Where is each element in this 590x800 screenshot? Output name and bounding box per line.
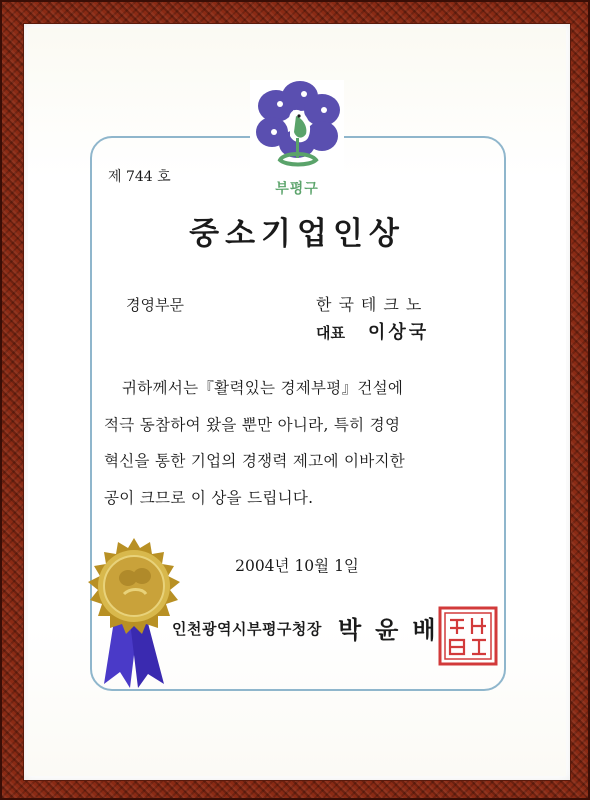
citation-line: 공이 크므로 이 상을 드립니다. [104, 488, 314, 507]
emblem-label: 부평구 [275, 181, 319, 197]
citation-text [104, 370, 496, 516]
award-category: 경영부문 [126, 296, 184, 314]
issuer-name: 박윤배 [338, 615, 450, 644]
citation-line: 적극 동참하여 왔을 뿐만 아니라, 특히 경영 [104, 415, 401, 434]
dove-flower-emblem-icon [250, 80, 344, 178]
citation-line: 혁신을 통한 기업의 경쟁력 제고에 이바지한 [104, 452, 406, 470]
district-emblem [250, 80, 344, 202]
certificate-paper [28, 28, 566, 776]
citation-line: 귀하께서는『활력있는 경제부평』건설에 [122, 379, 404, 397]
issuer-title: 인천광역시부평구청장 [172, 620, 322, 638]
representative-label: 대표 [316, 324, 345, 342]
red-seal-icon [438, 606, 498, 671]
certificate-number: 제 744 호 [108, 169, 171, 185]
gold-medal-icon [86, 538, 182, 693]
recipient-company: 한국테크노 [316, 295, 429, 314]
certificate-mat [24, 24, 570, 780]
representative-name: 이상국 [368, 322, 430, 343]
certificate-title: 중소기업인상 [189, 216, 405, 252]
award-date: 2004년 10월 1일 [235, 557, 359, 575]
